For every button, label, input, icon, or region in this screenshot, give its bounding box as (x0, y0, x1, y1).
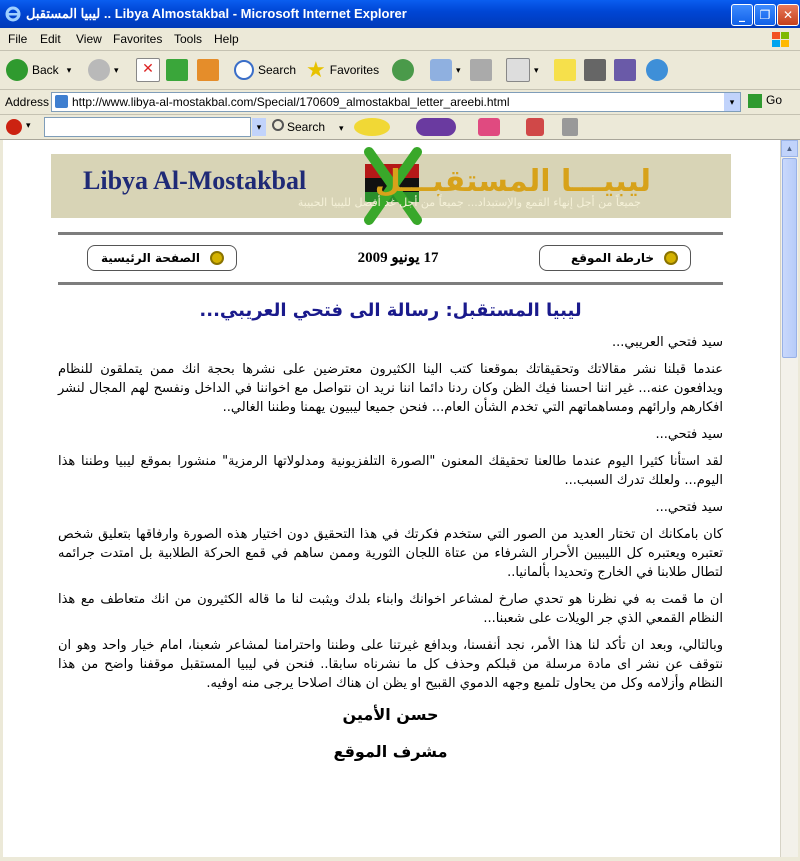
research-button[interactable] (584, 58, 610, 82)
forward-arrow-icon (88, 59, 110, 81)
search-toolbar (0, 115, 800, 140)
search-icon (234, 60, 254, 80)
gift-icon[interactable] (526, 118, 544, 136)
refresh-icon (166, 59, 188, 81)
address-bar (0, 90, 800, 115)
title-bar[interactable] (0, 0, 800, 28)
menu-edit[interactable]: Edit (40, 32, 61, 46)
messenger-button[interactable] (646, 58, 672, 82)
toolbar-search-button[interactable]: Search ▾ (272, 119, 344, 134)
media-button[interactable] (614, 58, 640, 82)
media-icon (614, 59, 636, 81)
article-headline: ليبيا المستقبل: رسالة الى فتحي العريبي... (199, 300, 582, 321)
print-icon (470, 59, 492, 81)
page-date: 17 يونيو 2009 (357, 250, 439, 266)
go-button[interactable]: Go (748, 93, 782, 108)
search-button[interactable]: Search (234, 58, 296, 82)
banner-title-en: Libya Al-Mostakbal (83, 166, 307, 195)
scroll-thumb[interactable] (782, 158, 797, 358)
print-button[interactable] (470, 58, 496, 82)
home-icon (197, 59, 219, 81)
mail-icon (430, 59, 452, 81)
toolbar-search-icon (272, 119, 284, 131)
article-paragraph: عندما قبلنا نشر مقالاتك وتحقيقاتك بموقعنا كتب الينا الكثيرون معترضين على نشرها بحجة انك ممن يتملقون للنظام ويدافعون عنه... غير اننا احسنا فيك الظن وكان ردنا دائما اننا نريد ان نتواصل مع اخواننا في الداخل ونفسح لهم المجال لنشر افكارهم وارائهم ومساهماتهم التي تخدم الشأن العام... فنحن جميعا ليبيون يهمنا وطننا الغالي.. (58, 362, 723, 415)
banner-tagline: جميعاً من أجل إنهاء القمع والإستبداد... جميعاً من أجل غد أفضل لليبيا الحبيبة (297, 196, 641, 209)
article-paragraph: سيد فتحي العريبي... (611, 335, 723, 350)
smiley-icon[interactable] (354, 118, 390, 136)
minimize-button[interactable]: _ (731, 4, 753, 26)
menu-favorites[interactable]: Favorites (113, 32, 163, 46)
sitemap-link-button[interactable]: خارطة الموقع (539, 245, 691, 271)
ie-logo-icon (5, 6, 21, 22)
edit-icon (506, 58, 530, 82)
standard-toolbar (0, 51, 800, 90)
home-bullet-icon (210, 251, 224, 265)
close-button[interactable]: ✕ (777, 4, 799, 26)
go-arrow-icon (748, 94, 762, 108)
menu-view[interactable]: View (76, 32, 102, 46)
note-icon (554, 59, 576, 81)
history-icon (392, 59, 414, 81)
scroll-up-arrow-icon[interactable]: ▲ (781, 140, 798, 157)
pencil-icon[interactable] (562, 118, 578, 136)
back-button[interactable]: Back ▾ (6, 58, 71, 82)
address-label: Address (5, 95, 50, 109)
vertical-scrollbar[interactable] (780, 140, 798, 857)
divider-bottom (58, 282, 723, 285)
effects-icon[interactable] (478, 118, 500, 136)
home-button[interactable] (197, 58, 223, 82)
article (58, 300, 723, 779)
k-icon (584, 59, 606, 81)
address-dropdown-icon[interactable]: ▾ (724, 93, 740, 111)
article-paragraph: وبالتالي، وبعد ان تأكد لنا هذا الأمر، نجد أنفسنا، وبدافع غيرتنا على وطننا واحترامنا لمشاعر شعبنا، امام خيار واحد وهو ان نتوقف عن نشر اى مادة مرسلة من قبلكم وحذف كل ما نشرناه سابقا.. فنحن في ليبيا المستقبل موقفنا واضح من هذا النظام وأزلامه وكل من يحاول تلميع وجهه الدموي القبيح او يظن ان هناك اصلاحا يرجى منه اوفيه. (58, 638, 723, 691)
home-link-button[interactable]: الصفحة الرئيسية (87, 245, 237, 271)
menu-tools[interactable]: Tools (174, 32, 203, 46)
forward-button[interactable]: ▾ (88, 58, 119, 82)
star-icon: ★ (306, 57, 326, 82)
article-paragraph: كان بامكانك ان تختار العديد من الصور التي ستخدم فكرتك في هذا التحقيق دون اختيار هذه الصورة وارفاقها بتعليق شخص تعتبره ويعتبره كل الليبيين الأحرار الشرفاء من عتاة اللجان الثورية وممن ساهم في قمع الحركة الطلابية بل امتدت جرائمه لتطال طلابنا في الخارج وتحديدا بألمانيا.. (58, 527, 723, 580)
site-banner (51, 154, 731, 218)
windows-logo-icon (768, 30, 794, 50)
signature-title: مشرف الموقع (333, 742, 448, 761)
article-paragraph: سيد فتحي... (655, 500, 723, 515)
bug-dropdown-icon[interactable]: ▾ (26, 120, 31, 130)
stop-icon: ✕ (136, 58, 160, 82)
discuss-button[interactable] (554, 58, 580, 82)
window-title: ليبيا المستقبل .. Libya Almostakbal - Microsoft Internet Explorer (26, 6, 407, 21)
menu-help[interactable]: Help (214, 32, 239, 46)
favorites-button[interactable]: ★ Favorites (306, 57, 380, 82)
page-icon (55, 95, 68, 108)
back-arrow-icon (6, 59, 28, 81)
messenger-icon (646, 59, 668, 81)
maximize-button[interactable]: ❐ (754, 4, 776, 26)
refresh-button[interactable] (166, 58, 192, 82)
edit-button[interactable]: ▾ (506, 58, 539, 82)
banner-title-ar: ليبيـــا المستقبـــل (374, 164, 651, 199)
address-url: http://www.libya-al-mostakbal.com/Special/170609_almostakbal_letter_areebi.html (72, 95, 510, 109)
history-button[interactable] (392, 58, 418, 82)
sitemap-bullet-icon (664, 251, 678, 265)
eyes-icon[interactable] (416, 118, 456, 136)
stop-button[interactable] (136, 58, 164, 82)
menu-file[interactable]: File (8, 32, 28, 46)
toolbar-search-input[interactable] (44, 117, 251, 137)
mail-button[interactable]: ▾ (430, 58, 461, 82)
toolbar-search-dropdown-icon[interactable]: ▾ (252, 118, 266, 136)
menu-bar (0, 28, 800, 51)
article-paragraph: ان ما قمت به في نظرنا هو تحدي صارخ لمشاعر اخوانك وابناء بلدك ويثبت لنا ما قاله الكثيرون من انك متعاطف مع هذا النظام القمعي الذي جر الويلات على شعبنا... (58, 592, 723, 626)
address-input[interactable] (51, 92, 741, 112)
article-paragraph: لقد استأنا كثيرا اليوم عندما طالعنا تحقيقك المعنون "الصورة التلفزيونية ومدلولاتها الرمزية" منشورا بموقع ليبيا وطننا هذا اليوم... ولعلك تدرك السبب... (58, 454, 723, 488)
bug-icon (6, 119, 22, 135)
signature-name: حسن الأمين (342, 705, 439, 724)
article-paragraph: سيد فتحي... (655, 427, 723, 442)
divider-top (58, 232, 723, 235)
page-content (3, 140, 780, 857)
